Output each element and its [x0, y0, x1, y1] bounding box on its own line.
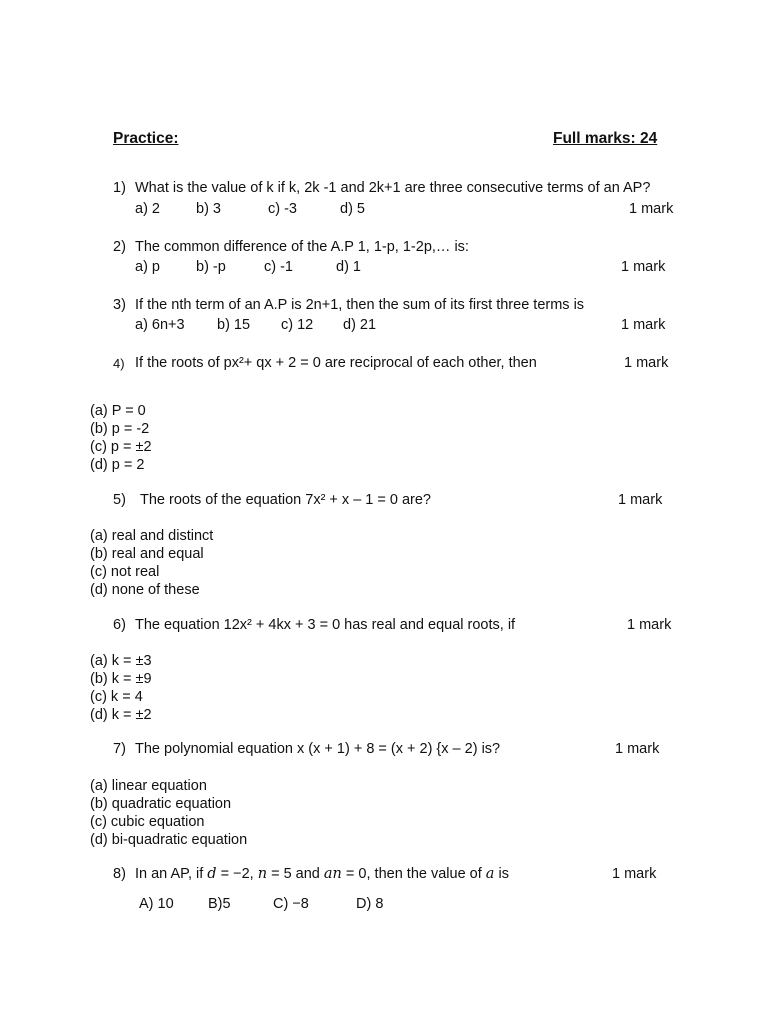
variable-n: n: [257, 866, 268, 882]
question-2: [113, 239, 693, 257]
question-number: 5): [113, 492, 126, 508]
question-number: 3): [113, 297, 126, 313]
option-c: c) -3: [268, 201, 297, 217]
question-text: What is the value of k if k, 2k -1 and 2k+1 are three consecutive terms of an AP?: [135, 180, 651, 196]
option-c: (c) k = 4: [90, 689, 143, 705]
question-number: 6): [113, 617, 126, 633]
question-number: 1): [113, 180, 126, 196]
question-number: 4): [113, 356, 125, 371]
option-c: (c) cubic equation: [90, 814, 205, 830]
question-text: If the roots of px²+ qx + 2 = 0 are reciprocal of each other, then: [135, 355, 537, 371]
option-d: d) 1: [336, 259, 361, 275]
option-d: (d) p = 2: [90, 457, 145, 473]
mark-label: 1 mark: [629, 201, 674, 217]
option-d: (d) k = ±2: [90, 707, 152, 723]
variable-d: d: [207, 866, 217, 882]
variable-a: a: [485, 866, 495, 882]
question-text: In an AP, if d = −2, n = 5 and an = 0, then the value of a is: [135, 866, 509, 882]
mark-label: 1 mark: [621, 317, 666, 333]
option-a: a) 2: [135, 201, 160, 217]
option-b: (b) real and equal: [90, 546, 204, 562]
option-a: a) p: [135, 259, 160, 275]
option-d: (d) none of these: [90, 582, 200, 598]
question-4: [113, 355, 673, 373]
question-5-options: [90, 527, 213, 599]
question-1-options: [135, 201, 555, 219]
mark-label: 1 mark: [627, 617, 672, 633]
option-c: (c) not real: [90, 564, 160, 580]
question-text: The common difference of the A.P 1, 1-p, 1-2p,… is:: [135, 239, 469, 255]
question-8-options: [139, 896, 439, 914]
option-a: A) 10: [139, 896, 174, 912]
option-c: c) 12: [281, 317, 314, 333]
question-4-options: [90, 402, 152, 474]
mark-label: 1 mark: [618, 492, 663, 508]
option-b: (b) k = ±9: [90, 671, 152, 687]
question-6-options: [90, 652, 152, 724]
question-3-options: [135, 317, 555, 335]
page-title: Practice:: [113, 130, 179, 147]
option-b: B)5: [208, 896, 231, 912]
mark-label: 1 mark: [624, 355, 669, 371]
question-number: 7): [113, 741, 126, 757]
question-7: [113, 741, 673, 759]
question-5: [113, 492, 673, 510]
option-d: (d) bi-quadratic equation: [90, 832, 248, 848]
mark-label: 1 mark: [621, 259, 666, 275]
option-c: (c) p = ±2: [90, 439, 152, 455]
option-a: (a) linear equation: [90, 778, 207, 794]
option-a: (a) P = 0: [90, 403, 146, 419]
option-a: a) 6n+3: [135, 317, 185, 333]
option-a: (a) k = ±3: [90, 653, 152, 669]
question-2-options: [135, 259, 555, 277]
option-a: (a) real and distinct: [90, 528, 214, 544]
question-text: The equation 12x² + 4kx + 3 = 0 has real and equal roots, if: [135, 617, 516, 633]
question-7-options: [90, 777, 247, 849]
option-d: d) 21: [343, 317, 377, 333]
question-number: 8): [113, 866, 126, 882]
mark-label: 1 mark: [612, 866, 657, 882]
question-3: [113, 297, 693, 315]
mark-label: 1 mark: [615, 741, 660, 757]
question-8: [113, 866, 673, 884]
option-b: b) 3: [196, 201, 221, 217]
option-c: c) -1: [264, 259, 293, 275]
question-text: The polynomial equation x (x + 1) + 8 = (x + 2) {x – 2) is?: [135, 741, 501, 757]
full-marks-label: Full marks: 24: [553, 130, 658, 147]
option-c: C) −8: [273, 896, 309, 912]
option-d: D) 8: [356, 896, 384, 912]
option-b: b) 15: [217, 317, 251, 333]
option-b: (b) p = -2: [90, 421, 150, 437]
question-text: If the nth term of an A.P is 2n+1, then the sum of its first three terms is: [135, 297, 585, 313]
variable-an: an: [323, 866, 342, 882]
question-1: [113, 180, 693, 198]
question-6: [113, 617, 673, 635]
question-number: 2): [113, 239, 126, 255]
option-b: b) -p: [196, 259, 226, 275]
question-text: The roots of the equation 7x² + x – 1 = 0 are?: [140, 492, 431, 508]
option-d: d) 5: [340, 201, 365, 217]
option-b: (b) quadratic equation: [90, 796, 232, 812]
